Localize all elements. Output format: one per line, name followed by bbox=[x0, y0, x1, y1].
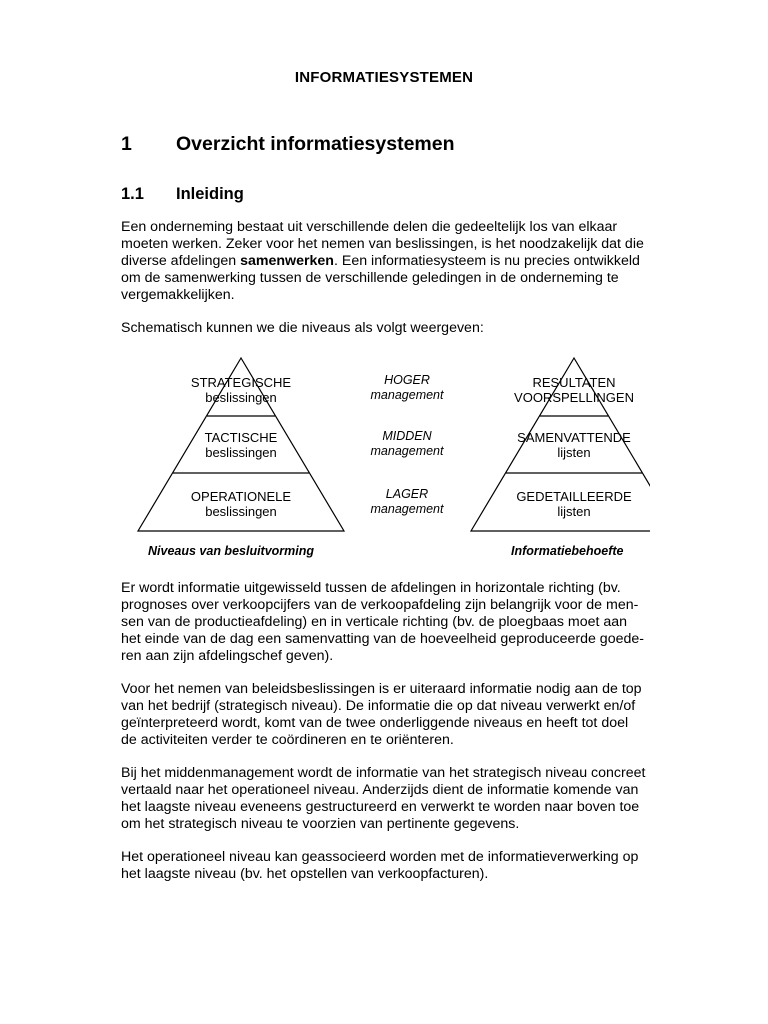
document-title: INFORMATIESYSTEMEN bbox=[294, 69, 474, 86]
paragraph-line: van het bedrijf (strategisch niveau). De informatie die op dat niveau verwerkt en/of bbox=[121, 698, 636, 714]
info-label-samenvattend bbox=[499, 430, 649, 460]
level-label-line: beslissingen bbox=[205, 390, 277, 405]
middle-management-paragraph bbox=[121, 765, 701, 833]
chapter-heading bbox=[121, 133, 455, 156]
paragraph-line: Voor het nemen van beleidsbeslissingen is er uiteraard informatie nodig aan de top bbox=[121, 681, 642, 697]
level-label-line: TACTISCHE bbox=[204, 430, 278, 445]
level-label-tactisch bbox=[166, 430, 316, 460]
section-title: Inleiding bbox=[176, 185, 244, 203]
chapter-title: Overzicht informatiesystemen bbox=[176, 133, 455, 155]
management-label-midden bbox=[347, 429, 467, 459]
paragraph-line: de activiteiten verder te coördineren en te oriënteren. bbox=[121, 732, 454, 748]
intro-paragraph bbox=[121, 219, 701, 304]
paragraph-line: Er wordt informatie uitgewisseld tussen de afdelingen in horizontale richting (bv. bbox=[121, 580, 621, 596]
level-label-line: OPERATIONELE bbox=[190, 489, 292, 504]
paragraph-line: Een onderneming bestaat uit verschillende delen die gedeeltelijk los van elkaar bbox=[121, 219, 618, 235]
paragraph-line: het einde van de dag een samenvatting van de hoeveelheid geproduceerde goede- bbox=[121, 631, 644, 647]
policy-paragraph bbox=[121, 681, 701, 749]
exchange-paragraph bbox=[121, 580, 701, 665]
paragraph-line: vertaald naar het operationeel niveau. Anderzijds dient de informatie komende van bbox=[121, 782, 639, 798]
level-label-line: STRATEGISCHE bbox=[190, 375, 292, 390]
paragraph-line: het laagste niveau (bv. het opstellen van verkoopfacturen). bbox=[121, 866, 489, 882]
info-label-line: GEDETAILLEERDE bbox=[516, 489, 632, 504]
paragraph-line: prognoses over verkoopcijfers van de verkoopafdeling zijn belangrijk voor de men- bbox=[121, 597, 639, 613]
paragraph-text: . Een informatiesysteem is nu precies ontwikkeld bbox=[333, 253, 640, 269]
management-label-line: MIDDEN bbox=[382, 429, 432, 443]
level-label-line: beslissingen bbox=[205, 504, 277, 519]
info-label-line: VOORSPELLINGEN bbox=[514, 390, 634, 405]
info-label-line: lijsten bbox=[557, 445, 591, 460]
paragraph-line: Bij het middenmanagement wordt de informatie van het strategisch niveau concreet bbox=[121, 765, 646, 781]
management-label-line: management bbox=[370, 502, 444, 516]
management-label-lager bbox=[347, 487, 467, 517]
paragraph-line: ren aan zijn afdelingschef geven). bbox=[121, 648, 334, 664]
info-label-line: SAMENVATTENDE bbox=[517, 430, 631, 445]
operational-paragraph bbox=[121, 849, 701, 883]
paragraph-line: vergemakkelijken. bbox=[121, 287, 235, 303]
section-heading bbox=[121, 185, 244, 204]
paragraph-text: diverse afdelingen bbox=[121, 253, 241, 269]
schema-intro-paragraph bbox=[121, 320, 701, 337]
paragraph-line: moeten werken. Zeker voor het nemen van beslissingen, is het noodzakelijk dat die bbox=[121, 236, 644, 252]
paragraph-line: sen van de productieafdeling) en in verticale richting (bv. de ploegbaas moet aan bbox=[121, 614, 628, 630]
paragraph-line bbox=[121, 253, 701, 270]
paragraph-line: Schematisch kunnen we die niveaus als volgt weergeven: bbox=[121, 320, 484, 336]
info-label-line: RESULTATEN bbox=[532, 375, 616, 390]
chapter-number: 1 bbox=[121, 133, 132, 155]
management-label-line: management bbox=[370, 388, 444, 402]
left-pyramid-caption: Niveaus van besluitvorming bbox=[148, 544, 315, 558]
management-label-line: HOGER bbox=[384, 373, 430, 387]
paragraph-line: Het operationeel niveau kan geassocieerd worden met de informatieverwerking op bbox=[121, 849, 639, 865]
right-pyramid-caption: Informatiebehoefte bbox=[511, 544, 624, 558]
paragraph-line: het laagste niveau eveneens gestructureerd en verwerkt te worden naar boven toe bbox=[121, 799, 640, 815]
info-label-resultaten bbox=[499, 375, 649, 405]
paragraph-line: om de samenwerking tussen de verschillende geledingen in de onderneming te bbox=[121, 270, 619, 286]
info-label-gedetailleerd bbox=[499, 489, 649, 519]
paragraph-line: geïnterpreteerd wordt, komt van de twee onderliggende niveaus en heeft tot doel bbox=[121, 715, 629, 731]
paragraph-line: om het strategisch niveau te voorzien van pertinente gegevens. bbox=[121, 816, 520, 832]
management-label-line: LAGER bbox=[385, 487, 429, 501]
level-label-operationeel bbox=[166, 489, 316, 519]
level-label-strategisch bbox=[166, 375, 316, 405]
section-number: 1.1 bbox=[121, 185, 144, 203]
management-label-line: management bbox=[370, 444, 444, 458]
info-label-line: lijsten bbox=[557, 504, 591, 519]
emphasis-samenwerken: samenwerken bbox=[240, 253, 334, 269]
pyramid-diagram bbox=[130, 352, 650, 567]
management-label-hoger bbox=[347, 373, 467, 403]
level-label-line: beslissingen bbox=[205, 445, 277, 460]
